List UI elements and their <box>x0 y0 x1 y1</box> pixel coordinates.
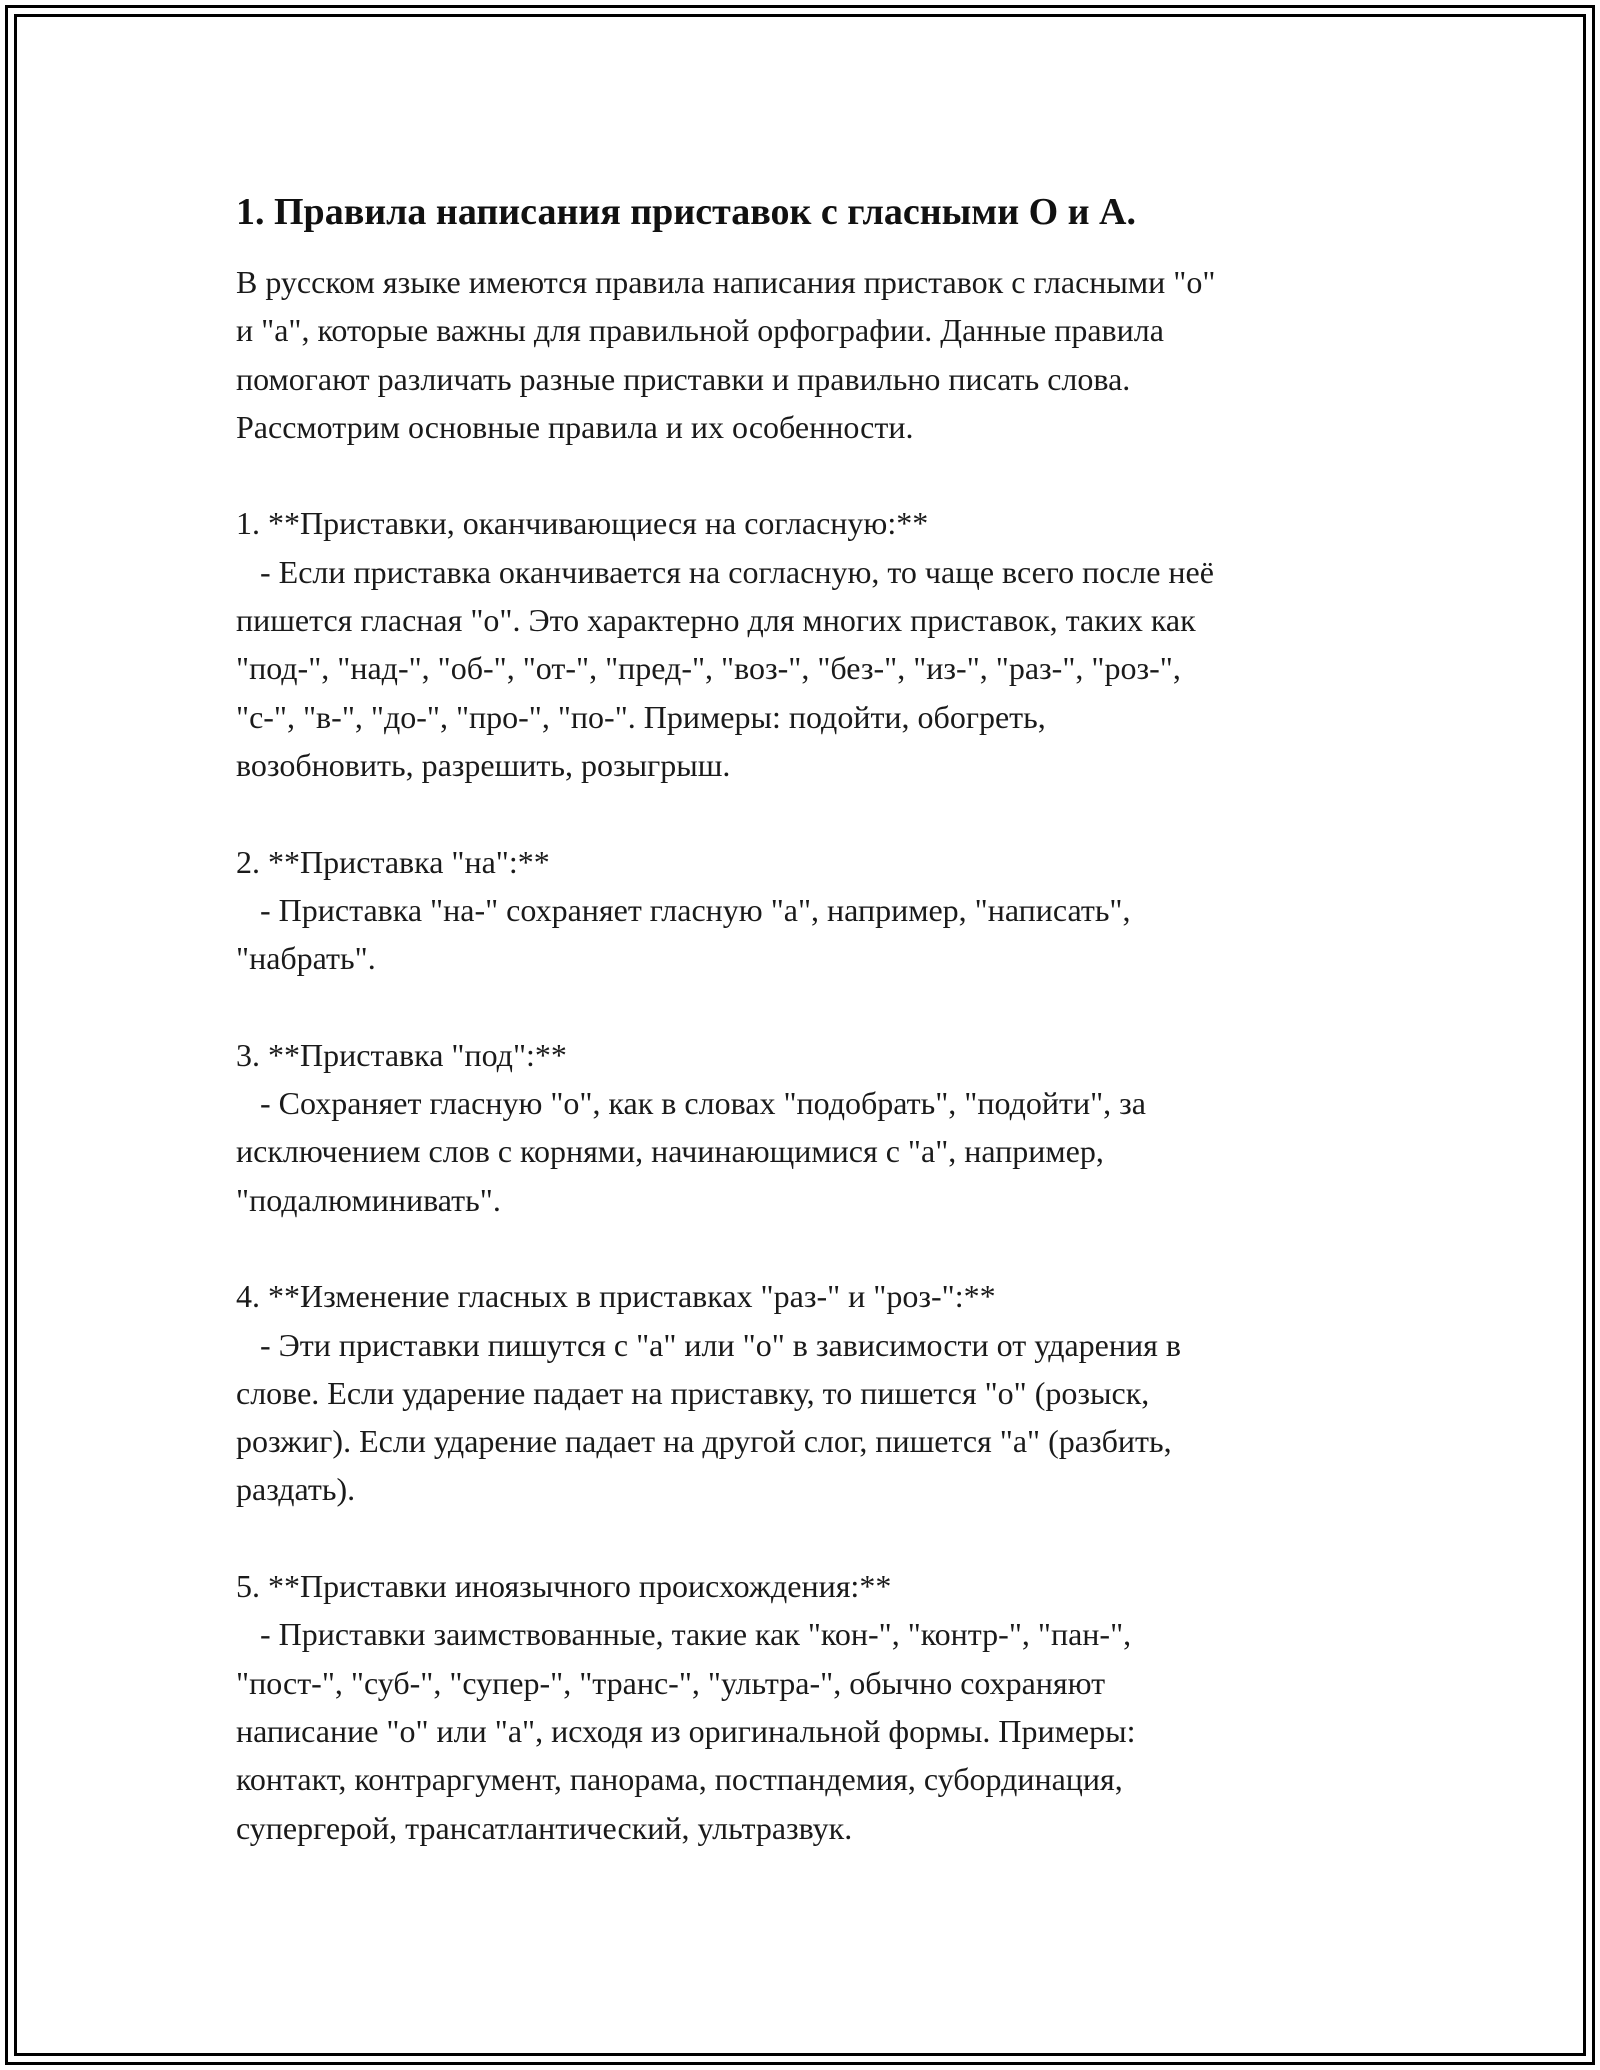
paragraph-gap <box>236 451 1396 499</box>
rule-line: - Приставка "на-" сохраняет гласную "а", например, "написать", <box>236 891 1131 928</box>
paragraph-gap <box>236 1514 1396 1562</box>
rule-heading: 2. **Приставка "на":** <box>236 843 550 880</box>
rule-line: супергерой, трансатлантический, ультразвук. <box>236 1809 853 1846</box>
document-body <box>236 186 1396 1852</box>
rule-line: пишется гласная "о". Это характерно для многих приставок, таких как <box>236 602 1196 639</box>
rule-heading: 4. **Изменение гласных в приставках "раз-" и "роз-":** <box>236 1278 996 1315</box>
rule-section-3 <box>236 1031 1396 1224</box>
rule-heading: 5. **Приставки иноязычного происхождения:** <box>236 1568 892 1605</box>
rule-line: "набрать". <box>236 940 376 977</box>
rule-line: розжиг). Если ударение падает на другой слог, пишется "а" (разбить, <box>236 1423 1172 1460</box>
rule-line: "под-", "над-", "об-", "от-", "пред-", "воз-", "без-", "из-", "раз-", "роз-", <box>236 650 1181 687</box>
rule-line: - Сохраняет гласную "о", как в словах "подобрать", "подойти", за <box>236 1085 1146 1122</box>
rule-section-4 <box>236 1272 1396 1513</box>
rule-line: слове. Если ударение падает на приставку, то пишется "о" (розыск, <box>236 1374 1150 1411</box>
rule-heading: 3. **Приставка "под":** <box>236 1036 567 1073</box>
rule-line: "пост-", "суб-", "супер-", "транс-", "ультра-", обычно сохраняют <box>236 1664 1106 1701</box>
paragraph-gap <box>236 789 1396 837</box>
rule-line: - Эти приставки пишутся с "а" или "о" в зависимости от ударения в <box>236 1326 1181 1363</box>
rule-line: - Приставки заимствованные, такие как "кон-", "контр-", "пан-", <box>236 1616 1132 1653</box>
paragraph-gap <box>236 982 1396 1030</box>
rule-heading: 1. **Приставки, оканчивающиеся на согласную:** <box>236 505 929 542</box>
rule-line: написание "о" или "а", исходя из оригинальной формы. Примеры: <box>236 1712 1136 1749</box>
rule-line: возобновить, разрешить, розыгрыш. <box>236 746 731 783</box>
rule-line: исключением слов с корнями, начинающимися с "а", например, <box>236 1133 1104 1170</box>
intro-paragraph <box>236 258 1396 451</box>
intro-line: и "а", которые важны для правильной орфографии. Данные правила <box>236 312 1164 349</box>
rule-section-2 <box>236 838 1396 983</box>
rule-line: контакт, контраргумент, панорама, постпандемия, субординация, <box>236 1761 1123 1798</box>
rule-line: "подалюминивать". <box>236 1181 501 1218</box>
rule-line: раздать). <box>236 1471 356 1508</box>
document-title: 1. Правила написания приставок с гласными О и А. <box>236 191 1136 233</box>
rule-section-1 <box>236 499 1396 789</box>
rule-section-5 <box>236 1562 1396 1852</box>
intro-line: В русском языке имеются правила написания приставок с гласными "о" <box>236 264 1216 300</box>
paragraph-gap <box>236 1224 1396 1272</box>
rule-line: "с-", "в-", "до-", "про-", "по-". Примеры: подойти, обогреть, <box>236 698 1046 735</box>
rule-line: - Если приставка оканчивается на согласную, то чаще всего после неё <box>236 553 1214 590</box>
intro-line: помогают различать разные приставки и правильно писать слова. <box>236 360 1131 397</box>
intro-line: Рассмотрим основные правила и их особенности. <box>236 408 914 445</box>
